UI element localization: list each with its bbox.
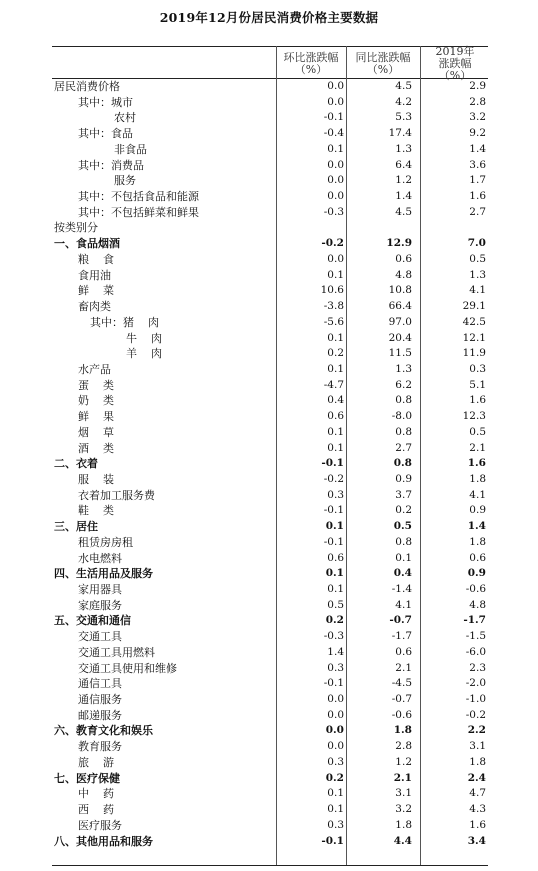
table-row (0, 834, 538, 850)
mom-value: 0.1 (327, 803, 344, 816)
table-row (0, 566, 538, 582)
yoy-value: 1.3 (395, 362, 412, 375)
column-header-mom (278, 52, 344, 76)
annual-value: 0.6 (469, 551, 486, 564)
table-row (0, 723, 538, 739)
row-label: 羊 肉 (126, 347, 162, 361)
row-label: 中 药 (78, 787, 114, 801)
yoy-value: 20.4 (388, 331, 412, 344)
column-header-line: 2019年 (435, 45, 475, 58)
annual-value: 1.8 (469, 755, 486, 768)
row-label: 服 装 (78, 472, 114, 486)
mom-value: -0.2 (321, 237, 344, 250)
row-label: 鲜 菜 (78, 284, 114, 298)
annual-value: 0.5 (469, 252, 486, 265)
mom-value: -0.1 (323, 111, 344, 124)
annual-value: -1.0 (465, 693, 486, 706)
annual-value: -1.7 (463, 614, 486, 627)
annual-value: 4.1 (469, 488, 486, 501)
mom-value: 0.3 (327, 488, 344, 501)
mom-value: 0.1 (327, 441, 344, 454)
table-bottom-rule (52, 865, 488, 866)
yoy-value: 4.5 (395, 205, 412, 218)
row-label: 邮递服务 (78, 708, 122, 722)
row-label: 非食品 (114, 142, 147, 156)
row-label: 旅 游 (78, 755, 114, 769)
mom-value: -0.1 (321, 834, 344, 847)
row-label: 交通工具用燃料 (78, 645, 155, 659)
table-row (0, 582, 538, 598)
mom-value: 0.0 (327, 252, 344, 265)
mom-value: 0.6 (327, 410, 344, 423)
mom-value: 0.0 (327, 190, 344, 203)
row-label: 酒 类 (78, 441, 114, 455)
mom-value: 0.1 (327, 142, 344, 155)
mom-value: -0.2 (323, 472, 344, 485)
data-table (0, 79, 538, 849)
row-label: 奶 类 (78, 394, 114, 408)
table-row (0, 472, 538, 488)
annual-value: 3.6 (469, 158, 486, 171)
row-label: 烟 草 (78, 425, 114, 439)
yoy-value: -8.0 (391, 410, 412, 423)
annual-value: 0.5 (469, 425, 486, 438)
table-row (0, 252, 538, 268)
table-row (0, 613, 538, 629)
mom-value: 0.1 (327, 583, 344, 595)
column-header-line: 环比涨跌幅 (283, 51, 339, 64)
yoy-value: 66.4 (388, 300, 412, 313)
table-row (0, 378, 538, 394)
row-label: 六、教育文化和娱乐 (54, 724, 153, 738)
yoy-value: 0.1 (395, 551, 412, 564)
column-header-unit: （%） (438, 69, 472, 82)
table-row (0, 708, 538, 724)
row-label: 水产品 (78, 362, 111, 376)
column-header-annual (422, 46, 488, 82)
column-header-unit: （%） (294, 63, 328, 76)
annual-value: -2.0 (465, 677, 486, 690)
annual-value: 4.7 (469, 787, 486, 800)
mom-value: -3.8 (323, 300, 344, 313)
yoy-value: 4.1 (395, 598, 412, 611)
table-row (0, 598, 538, 614)
mom-value: 0.0 (325, 724, 344, 737)
column-header-yoy (348, 52, 418, 76)
row-label: 鲜 果 (78, 410, 114, 424)
mom-value: -0.3 (323, 205, 344, 218)
annual-value: 2.8 (469, 95, 486, 108)
mom-value: -0.1 (323, 535, 344, 548)
mom-value: 0.0 (327, 80, 344, 92)
row-label: 服务 (114, 174, 136, 188)
table-row (0, 425, 538, 441)
row-label: 西 药 (78, 803, 114, 817)
annual-value: 9.2 (469, 127, 486, 140)
mom-value: 0.1 (327, 787, 344, 800)
row-label: 其中：猪 肉 (90, 315, 159, 329)
yoy-value: 3.2 (395, 803, 412, 816)
mom-value: -0.4 (323, 127, 344, 140)
annual-value: 5.1 (469, 378, 486, 391)
table-row (0, 535, 538, 551)
row-label: 衣着加工服务费 (78, 488, 155, 502)
table-row (0, 441, 538, 457)
column-header-unit: （%） (366, 63, 400, 76)
column-header-line: 涨跌幅 (438, 57, 472, 70)
table-row (0, 393, 538, 409)
table-row (0, 236, 538, 252)
mom-value: 0.1 (325, 520, 344, 533)
yoy-value: 0.6 (395, 645, 412, 658)
table-row (0, 818, 538, 834)
page-title: 2019年12月份居民消费价格主要数据 (159, 10, 379, 25)
table-row (0, 456, 538, 472)
table-row (0, 173, 538, 189)
yoy-value: 0.5 (393, 520, 412, 533)
annual-value: 1.6 (469, 818, 486, 831)
mom-value: -4.7 (323, 378, 344, 391)
table-row (0, 771, 538, 787)
row-label: 其中：消费品 (78, 158, 144, 172)
row-label: 通信服务 (78, 693, 122, 707)
row-label: 食用油 (78, 268, 111, 282)
row-label: 交通工具使用和维修 (78, 661, 177, 675)
table-row (0, 283, 538, 299)
mom-value: 0.0 (327, 693, 344, 706)
row-label: 居民消费价格 (54, 80, 120, 93)
mom-value: -0.1 (323, 677, 344, 690)
table-row (0, 189, 538, 205)
yoy-value: 2.1 (393, 771, 412, 784)
annual-value: 29.1 (462, 300, 486, 313)
yoy-value: -0.6 (391, 708, 412, 721)
mom-value: 0.1 (327, 268, 344, 281)
table-row (0, 519, 538, 535)
table-row (0, 346, 538, 362)
yoy-value: 12.9 (386, 237, 412, 250)
annual-value: 1.4 (469, 142, 486, 155)
yoy-value: 4.2 (395, 95, 412, 108)
mom-value: 0.1 (327, 425, 344, 438)
row-label: 二、衣着 (54, 457, 98, 471)
annual-value: 1.4 (467, 520, 486, 533)
mom-value: 0.1 (325, 567, 344, 580)
annual-value: 7.0 (467, 237, 486, 250)
mom-value: 0.0 (327, 708, 344, 721)
row-label: 其中：食品 (78, 127, 133, 141)
annual-value: 2.3 (469, 661, 486, 674)
yoy-value: 10.8 (388, 284, 412, 297)
yoy-value: 1.2 (395, 174, 412, 187)
row-label: 鞋 类 (78, 504, 114, 518)
annual-value: 12.1 (462, 331, 486, 344)
yoy-value: 4.4 (393, 834, 412, 847)
yoy-value: 1.4 (395, 190, 412, 203)
row-label: 畜肉类 (78, 300, 111, 314)
annual-value: 3.4 (467, 834, 486, 847)
mom-value: 0.5 (327, 598, 344, 611)
annual-value: 1.8 (469, 472, 486, 485)
yoy-value: -1.7 (391, 630, 412, 643)
table-row (0, 661, 538, 677)
row-label: 家庭服务 (78, 598, 122, 612)
row-label: 水电燃料 (78, 551, 122, 565)
annual-value: 0.9 (467, 567, 486, 580)
table-row (0, 158, 538, 174)
yoy-value: 1.8 (393, 724, 412, 737)
mom-value: 0.4 (327, 394, 344, 407)
yoy-value: 17.4 (388, 127, 412, 140)
table-row (0, 331, 538, 347)
yoy-value: 0.8 (395, 425, 412, 438)
annual-value: 0.9 (469, 504, 486, 517)
yoy-value: 2.1 (395, 661, 412, 674)
annual-value: 1.3 (469, 268, 486, 281)
mom-value: -0.1 (323, 504, 344, 517)
table-row (0, 739, 538, 755)
row-label: 八、其他用品和服务 (54, 834, 153, 848)
table-row (0, 142, 538, 158)
table-row (0, 315, 538, 331)
yoy-value: 1.3 (395, 142, 412, 155)
table-row (0, 220, 538, 236)
table-row (0, 802, 538, 818)
table-row (0, 551, 538, 567)
annual-value: -0.6 (465, 583, 486, 595)
yoy-value: -0.7 (389, 614, 412, 627)
annual-value: 2.7 (469, 205, 486, 218)
row-label: 其中：不包括食品和能源 (78, 190, 199, 204)
table-row (0, 786, 538, 802)
yoy-value: -1.4 (391, 583, 412, 595)
row-label: 农村 (114, 111, 136, 125)
row-label: 按类别分 (54, 221, 98, 235)
table-row (0, 629, 538, 645)
yoy-value: 2.7 (395, 441, 412, 454)
yoy-value: 97.0 (388, 315, 412, 328)
mom-value: 10.6 (320, 284, 344, 297)
yoy-value: 6.2 (395, 378, 412, 391)
mom-value: 0.6 (327, 551, 344, 564)
annual-value: 1.8 (469, 535, 486, 548)
annual-value: 12.3 (462, 410, 486, 423)
annual-value: 1.6 (469, 190, 486, 203)
yoy-value: 0.2 (395, 504, 412, 517)
mom-value: 0.0 (327, 158, 344, 171)
row-label: 五、交通和通信 (54, 614, 131, 628)
table-row (0, 503, 538, 519)
table-row (0, 299, 538, 315)
yoy-value: 3.1 (395, 787, 412, 800)
table-row (0, 126, 538, 142)
row-label: 教育服务 (78, 740, 122, 754)
annual-value: 4.1 (469, 284, 486, 297)
mom-value: 0.1 (327, 331, 344, 344)
yoy-value: 0.8 (393, 457, 412, 470)
mom-value: 0.3 (327, 661, 344, 674)
mom-value: 0.0 (327, 740, 344, 753)
yoy-value: 0.6 (395, 252, 412, 265)
yoy-value: -0.7 (391, 693, 412, 706)
annual-value: 11.9 (462, 347, 486, 360)
annual-value: 0.3 (469, 362, 486, 375)
yoy-value: 5.3 (395, 111, 412, 124)
annual-value: -6.0 (465, 645, 486, 658)
table-row (0, 645, 538, 661)
mom-value: 0.2 (325, 771, 344, 784)
annual-value: 3.1 (469, 740, 486, 753)
yoy-value: 11.5 (388, 347, 412, 360)
annual-value: 3.2 (469, 111, 486, 124)
row-label: 七、医疗保健 (54, 771, 120, 785)
mom-value: 0.3 (327, 755, 344, 768)
row-label: 其中：不包括鲜菜和鲜果 (78, 205, 199, 219)
table-row (0, 95, 538, 111)
annual-value: 4.3 (469, 803, 486, 816)
annual-value: 4.8 (469, 598, 486, 611)
yoy-value: 6.4 (395, 158, 412, 171)
yoy-value: 1.2 (395, 755, 412, 768)
yoy-value: 2.8 (395, 740, 412, 753)
yoy-value: 3.7 (395, 488, 412, 501)
table-row (0, 362, 538, 378)
annual-value: 2.4 (467, 771, 486, 784)
yoy-value: 0.4 (393, 567, 412, 580)
annual-value: 2.1 (469, 441, 486, 454)
column-header-line: 同比涨跌幅 (355, 51, 411, 64)
table-row (0, 676, 538, 692)
row-label: 交通工具 (78, 630, 122, 644)
mom-value: 0.0 (327, 174, 344, 187)
row-label: 三、居住 (54, 520, 98, 534)
row-label: 租赁房房租 (78, 535, 133, 549)
yoy-value: 1.8 (395, 818, 412, 831)
yoy-value: 0.8 (395, 535, 412, 548)
table-row (0, 488, 538, 504)
annual-value: 2.9 (469, 80, 486, 92)
table-row (0, 755, 538, 771)
row-label: 蛋 类 (78, 378, 114, 392)
mom-value: 0.1 (327, 362, 344, 375)
mom-value: -5.6 (323, 315, 344, 328)
annual-value: 2.2 (467, 724, 486, 737)
mom-value: 0.2 (325, 614, 344, 627)
mom-value: 0.2 (327, 347, 344, 360)
annual-value: 42.5 (462, 315, 486, 328)
yoy-value: 0.8 (395, 394, 412, 407)
mom-value: 1.4 (327, 645, 344, 658)
table-row (0, 205, 538, 221)
row-label: 四、生活用品及服务 (54, 567, 153, 581)
annual-value: 1.6 (467, 457, 486, 470)
row-label: 通信工具 (78, 677, 122, 691)
mom-value: -0.3 (323, 630, 344, 643)
yoy-value: 4.5 (395, 80, 412, 92)
table-row (0, 268, 538, 284)
mom-value: 0.0 (327, 95, 344, 108)
table-row (0, 409, 538, 425)
row-label: 医疗服务 (78, 818, 122, 832)
table-row (0, 110, 538, 126)
annual-value: -0.2 (465, 708, 486, 721)
yoy-value: 0.9 (395, 472, 412, 485)
table-row (0, 692, 538, 708)
yoy-value: -4.5 (391, 677, 412, 690)
annual-value: 1.6 (469, 394, 486, 407)
yoy-value: 4.8 (395, 268, 412, 281)
row-label: 牛 肉 (126, 331, 162, 345)
mom-value: 0.3 (327, 818, 344, 831)
row-label: 一、食品烟酒 (54, 237, 120, 251)
mom-value: -0.1 (321, 457, 344, 470)
row-label: 粮 食 (78, 252, 114, 266)
row-label: 家用器具 (78, 583, 122, 596)
annual-value: 1.7 (469, 174, 486, 187)
row-label: 其中：城市 (78, 95, 133, 109)
table-row (0, 79, 538, 95)
annual-value: -1.5 (465, 630, 486, 643)
